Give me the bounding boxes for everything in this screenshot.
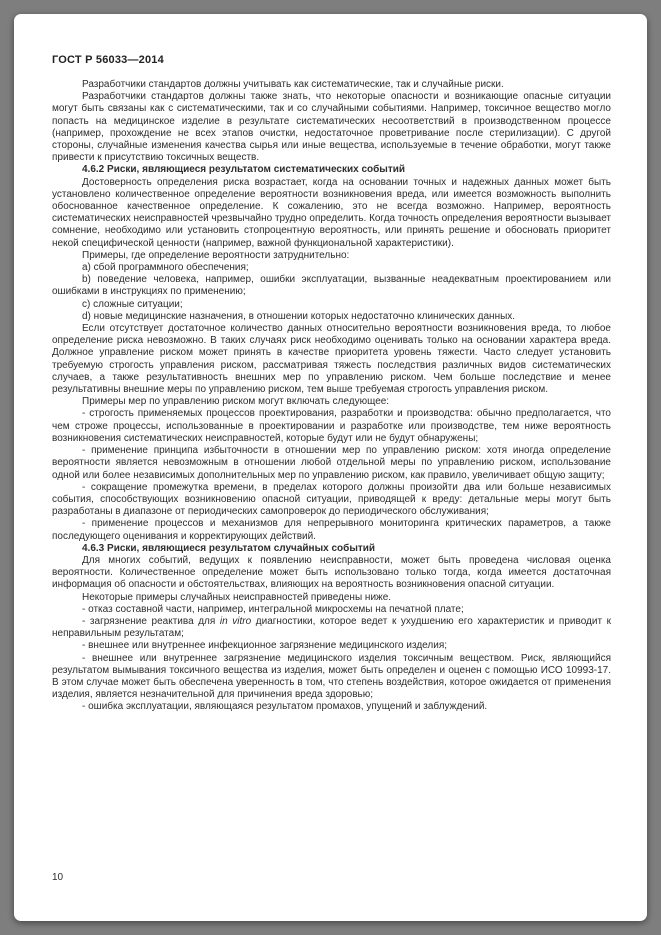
paragraph: Разработчики стандартов должны также знать, что некоторые опасности и возникающие опасные ситуации могут быть связаны как с систематическими, так и со случайными событиями. Например, токсичное вещество могло попасть на медицинское изделие в результате систематических несоответствий в производственном процессе (например, прохождение не всех этапов очистки, недостаточное проветривание после стерилизации). С другой стороны, случайные изменения качества сырья или иные вещества, используемые в течение обработки, могут также привести к присутствию токсичных веществ. [52, 91, 611, 164]
page-number: 10 [52, 872, 64, 883]
italic-term: in vitro [219, 615, 252, 627]
paragraph: Примеры мер по управлению риском могут включать следующее: [82, 396, 390, 408]
list-item-d: d) новые медицинские назначения, в отношении которых недостаточно клинических данных. [82, 310, 516, 322]
dash-list-item: - применение процессов и механизмов для непрерывного мониторинга критических параметров, а также последующего оценивания и корректирующих действий. [52, 518, 611, 542]
list-item-a: a) сбой программного обеспечения; [82, 262, 249, 274]
section-heading-4-6-2: 4.6.2 Риски, являющиеся результатом систематических событий [82, 164, 406, 176]
text-after-italic: диагностики, которое ведет к ухудшению его характеристик и приводит к неправильным результатам; [52, 615, 612, 640]
document-content [52, 79, 611, 714]
paragraph: Для многих событий, ведущих к появлению неисправности, может быть проведена числовая оценка вероятности. Количественное определение может быть использовано только тогда, когда имеется достаточная информация об опасности и обстоятельствах, влияющих на вероятность возникновения опасной ситуации. [52, 554, 611, 591]
dash-list-item: - ошибка эксплуатации, являющаяся результатом промахов, упущений и заблуждений. [82, 701, 488, 713]
dash-list-item: - сокращение промежутка времени, в пределах которого должны произойти два или больше независимых события, способствующих возникновению опасной ситуации, приводящей к вреду: детальные меры могут быть разработаны в диапазоне от периодических самопроверок до периодического обслуживания; [52, 481, 611, 518]
list-item-c: c) сложные ситуации; [82, 298, 183, 310]
list-item-b: b) поведение человека, например, ошибки эксплуатации, вызванные неадекватным проектированием или ошибками в инструкциях по применению; [52, 274, 611, 298]
text-before-italic: - загрязнение реактива для [82, 615, 220, 627]
paragraph: Если отсутствует достаточное количество данных относительно вероятности возникновения вреда, то любое определение риска невозможно. В таких случаях риск необходимо оценивать только на основании характера вреда. Должное управление риском может принять в качестве приоритета уровень тяжести. Часто следует установить требуемую строгость управления риском, рассматривая тяжесть последствия различных видов систематических случаев, а также результативность внешних мер по управлению риском. Чем больше последствие и менее результативны внешние меры по управлению риском, тем выше требуемая строгость управления риском. [52, 323, 611, 396]
dash-list-item-invitro [52, 616, 611, 640]
paragraph: Некоторые примеры случайных неисправностей приведены ниже. [82, 591, 392, 603]
document-header: ГОСТ Р 56033—2014 [52, 54, 164, 66]
dash-list-item: - строгость применяемых процессов проектирования, разработки и производства: обычно предполагается, что чем строже процессы, использованные в проектировании и разработке или производстве, тем ниже вероятность возникновения систематических неисправностей, которые будут или не будут обнаружены; [52, 408, 611, 444]
paragraph: Разработчики стандартов должны учитывать как систематические, так и случайные риски. [82, 79, 504, 90]
document-page [14, 14, 647, 921]
section-heading-4-6-3: 4.6.3 Риски, являющиеся результатом случайных событий [82, 542, 376, 554]
dash-list-item: - внешнее или внутреннее инфекционное загрязнение медицинского изделия; [82, 640, 448, 652]
paragraph: Примеры, где определение вероятности затруднительно: [82, 249, 350, 261]
dash-list-item: - отказ составной части, например, интегральной микросхемы на печатной плате; [82, 603, 464, 615]
paragraph: Достоверность определения риска возрастает, когда на основании точных и надежных данных может быть установлено количественное определение вероятности возникновения вреда, или имеется возможность выполнить обоснованное качественное определение. К сожалению, это не всегда возможно. Например, вероятность систематических неисправностей чрезвычайно трудно определить. Когда точность определения вероятности вызывает сомнение, необходимо или установить стопроцентную вероятность, или принять решение и обосновать приоритет некой специфической ценности (например, важной функциональной характеристики). [52, 176, 611, 249]
dash-list-item: - применение принципа избыточности в отношении мер по управлению риском: хотя иногда определение вероятности является невозможным в отношении любой отдельной меры по управлению риском, использование одной или более независимых дополнительных мер по управлению риском, как правило, увеличивает общую защиту; [52, 445, 611, 481]
dash-list-item: - внешнее или внутреннее загрязнение медицинского изделия токсичным веществом. Риск, являющийся результатом вымывания токсичного вещества из изделия, может быть определен и оценен с помощью ИСО 10993-17. В этом случае может быть обеспечена уверенность в том, что степень воздействия, которое ожидается от применения изделия, является незначительной для причинения вреда здоровью; [52, 652, 611, 701]
